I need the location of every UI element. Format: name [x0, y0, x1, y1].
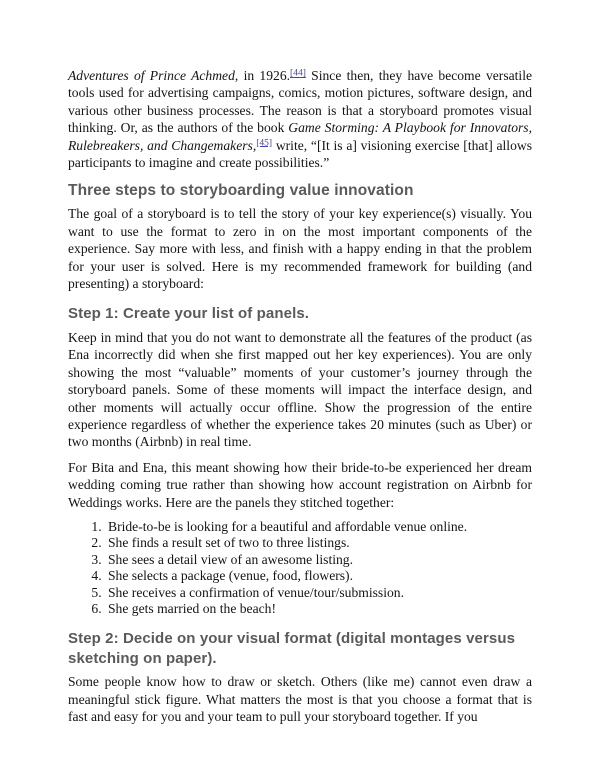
panels-list-item-4: 4. She selects a package (venue, food, flowers).: [105, 568, 532, 584]
paragraph-intro: [68, 67, 532, 171]
step1-heading: Step 1: Create your list of panels.: [68, 305, 310, 323]
paragraph-step1-bita-ena: For Bita and Ena, this meant showing how their bride-to-be experienced her dream wedding coming true rather than showing how account registration on Airbnb for Weddings works. Here are the panels they stitched together:: [68, 459, 532, 510]
panels-list-item-5: 5. She receives a confirmation of venue/tour/submission.: [105, 585, 532, 601]
paragraph-step1-keep-in-mind: Keep in mind that you do not want to demonstrate all the features of the product (as Ena incorrectly did when she first mapped out her key experiences). You are only showing the most “valuable” moments of your customer’s journey through the storyboard panels. Some of these moments will impact the interface design, and other moments will actually occur offline. Show the progression of the entire experience regardless of whether the experience takes 20 minutes (such as Uber) or two months (Airbnb) in real time.: [68, 329, 532, 450]
panels-list-item-6: 6. She gets married on the beach!: [105, 601, 532, 617]
footnote-link-45[interactable]: [45]: [256, 138, 273, 149]
panels-list-item-2: 2. She finds a result set of two to three listings.: [105, 535, 532, 551]
step2-heading: Step 2: Decide on your visual format (digital montages versus sketching on paper).: [68, 630, 516, 667]
paragraph-step2-formats: Some people know how to draw or sketch. Others (like me) cannot even draw a meaningful stick figure. What matters the most is that you choose a format that is fast and easy for you and your team to pull your storyboard together. If you: [68, 674, 532, 725]
paragraph-intro-text-2: Since then, they have become versatile tools used for advertising campaigns, comics, motion pictures, software design, and various other business processes. The reason is that a storyboard promotes visual thinking. Or, as the authors of the book: [68, 68, 533, 136]
panels-list-item-3: 3. She sees a detail view of an awesome listing.: [105, 552, 532, 568]
book-title-prince-achmed: Adventures of Prince Achmed: [68, 68, 235, 83]
panels-list-item-1: 1. Bride-to-be is looking for a beautiful and affordable venue online.: [105, 519, 532, 535]
section-heading-three-steps: Three steps to storyboarding value innovation: [68, 182, 414, 200]
paragraph-intro-text-1: , in 1926.: [234, 68, 291, 83]
book-title-game-storming: Game Storming: A Playbook for Innovators, Rulebreakers, and Changemakers,: [68, 120, 532, 153]
panels-list: [68, 519, 532, 617]
footnote-link-44[interactable]: [44]: [290, 68, 306, 79]
paragraph-storyboard-goal: The goal of a storyboard is to tell the story of your key experience(s) visually. You want to use the format to zero in on the most important components of the experience. Say more with less, and finish with a happy ending in that the problem for your user is solved. Here is my recommended framework for building (and presenting) a storyboard:: [68, 206, 532, 292]
paragraph-intro-text-3: write, “[It is a] visioning exercise [that] allows participants to imagine and create possibilities.”: [68, 137, 532, 171]
